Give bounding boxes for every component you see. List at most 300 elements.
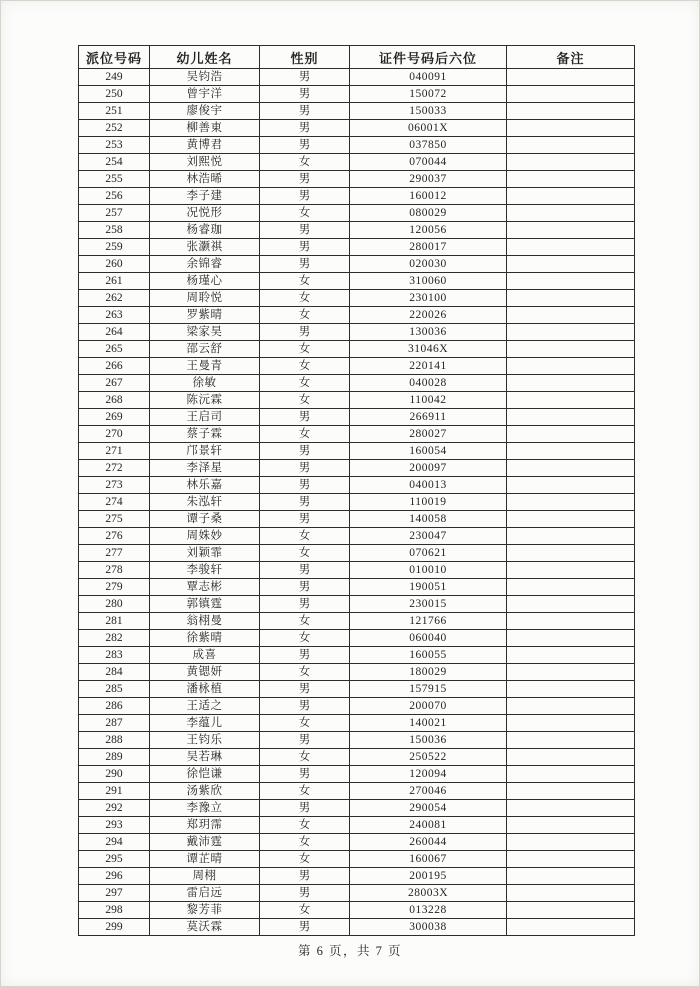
cell-gender: 男 [260, 120, 350, 137]
cell-gender: 女 [260, 154, 350, 171]
cell-remark [507, 188, 635, 205]
cell-allocation-number: 284 [79, 664, 150, 681]
cell-id-last-six: 220141 [350, 358, 507, 375]
cell-allocation-number: 270 [79, 426, 150, 443]
table-row [79, 392, 635, 409]
cell-allocation-number: 298 [79, 902, 150, 919]
table-row [79, 324, 635, 341]
cell-id-last-six: 230100 [350, 290, 507, 307]
cell-id-last-six: 040091 [350, 69, 507, 86]
cell-allocation-number: 288 [79, 732, 150, 749]
cell-child-name: 莫沃霖 [150, 919, 260, 936]
table-row [79, 426, 635, 443]
table-row [79, 579, 635, 596]
cell-remark [507, 409, 635, 426]
table-row [79, 103, 635, 120]
table-row [79, 596, 635, 613]
cell-gender: 女 [260, 205, 350, 222]
cell-child-name: 周聆悦 [150, 290, 260, 307]
cell-allocation-number: 259 [79, 239, 150, 256]
cell-gender: 女 [260, 749, 350, 766]
cell-id-last-six: 120056 [350, 222, 507, 239]
cell-remark [507, 426, 635, 443]
cell-remark [507, 477, 635, 494]
cell-remark [507, 120, 635, 137]
cell-gender: 女 [260, 715, 350, 732]
cell-gender: 男 [260, 868, 350, 885]
cell-gender: 男 [260, 477, 350, 494]
cell-gender: 女 [260, 902, 350, 919]
table-row [79, 239, 635, 256]
cell-child-name: 吴钧浩 [150, 69, 260, 86]
cell-remark [507, 171, 635, 188]
cell-allocation-number: 263 [79, 307, 150, 324]
cell-remark [507, 205, 635, 222]
cell-child-name: 王钧乐 [150, 732, 260, 749]
cell-allocation-number: 267 [79, 375, 150, 392]
cell-remark [507, 273, 635, 290]
cell-allocation-number: 256 [79, 188, 150, 205]
cell-child-name: 王曼青 [150, 358, 260, 375]
cell-gender: 女 [260, 783, 350, 800]
table-row [79, 630, 635, 647]
table-row [79, 188, 635, 205]
table-row [79, 341, 635, 358]
cell-child-name: 黄博君 [150, 137, 260, 154]
cell-gender: 男 [260, 579, 350, 596]
table-row [79, 256, 635, 273]
cell-id-last-six: 140058 [350, 511, 507, 528]
cell-gender: 男 [260, 647, 350, 664]
cell-remark [507, 579, 635, 596]
cell-remark [507, 698, 635, 715]
table-row [79, 290, 635, 307]
cell-remark [507, 783, 635, 800]
table-row [79, 494, 635, 511]
cell-id-last-six: 130036 [350, 324, 507, 341]
cell-allocation-number: 293 [79, 817, 150, 834]
cell-allocation-number: 274 [79, 494, 150, 511]
cell-gender: 女 [260, 358, 350, 375]
cell-gender: 女 [260, 375, 350, 392]
cell-allocation-number: 291 [79, 783, 150, 800]
cell-remark [507, 749, 635, 766]
cell-remark [507, 647, 635, 664]
cell-allocation-number: 272 [79, 460, 150, 477]
cell-child-name: 潘栐植 [150, 681, 260, 698]
cell-gender: 女 [260, 341, 350, 358]
cell-gender: 男 [260, 562, 350, 579]
table-row [79, 205, 635, 222]
cell-allocation-number: 250 [79, 86, 150, 103]
cell-remark [507, 902, 635, 919]
cell-allocation-number: 264 [79, 324, 150, 341]
cell-gender: 女 [260, 290, 350, 307]
table-row [79, 409, 635, 426]
cell-child-name: 刘颖霏 [150, 545, 260, 562]
cell-remark [507, 562, 635, 579]
cell-child-name: 覃志彬 [150, 579, 260, 596]
header-child-name: 幼儿姓名 [150, 46, 260, 69]
header-id-last-six: 证件号码后六位 [350, 46, 507, 69]
cell-gender: 女 [260, 545, 350, 562]
cell-id-last-six: 260044 [350, 834, 507, 851]
cell-allocation-number: 279 [79, 579, 150, 596]
cell-id-last-six: 290054 [350, 800, 507, 817]
cell-id-last-six: 200097 [350, 460, 507, 477]
cell-child-name: 况悦形 [150, 205, 260, 222]
cell-id-last-six: 040028 [350, 375, 507, 392]
cell-id-last-six: 190051 [350, 579, 507, 596]
cell-remark [507, 307, 635, 324]
cell-gender: 女 [260, 664, 350, 681]
cell-remark [507, 919, 635, 936]
table-row [79, 69, 635, 86]
cell-remark [507, 256, 635, 273]
cell-child-name: 廖俊宇 [150, 103, 260, 120]
cell-remark [507, 596, 635, 613]
cell-remark [507, 851, 635, 868]
cell-child-name: 林乐嘉 [150, 477, 260, 494]
cell-id-last-six: 200195 [350, 868, 507, 885]
table-row [79, 137, 635, 154]
cell-id-last-six: 06001X [350, 120, 507, 137]
cell-id-last-six: 070621 [350, 545, 507, 562]
cell-child-name: 王适之 [150, 698, 260, 715]
cell-gender: 男 [260, 732, 350, 749]
cell-child-name: 柳善東 [150, 120, 260, 137]
cell-remark [507, 681, 635, 698]
cell-child-name: 郭镇霆 [150, 596, 260, 613]
cell-id-last-six: 140021 [350, 715, 507, 732]
cell-gender: 男 [260, 885, 350, 902]
cell-gender: 男 [260, 494, 350, 511]
cell-allocation-number: 290 [79, 766, 150, 783]
cell-id-last-six: 150033 [350, 103, 507, 120]
table-row [79, 375, 635, 392]
cell-allocation-number: 278 [79, 562, 150, 579]
table-row [79, 885, 635, 902]
header-gender: 性别 [260, 46, 350, 69]
cell-id-last-six: 230047 [350, 528, 507, 545]
cell-remark [507, 494, 635, 511]
cell-child-name: 黄锶妍 [150, 664, 260, 681]
cell-child-name: 徐恺谦 [150, 766, 260, 783]
cell-child-name: 王启司 [150, 409, 260, 426]
cell-remark [507, 154, 635, 171]
cell-allocation-number: 265 [79, 341, 150, 358]
cell-child-name: 蔡子霖 [150, 426, 260, 443]
table-row [79, 783, 635, 800]
cell-remark [507, 324, 635, 341]
cell-gender: 女 [260, 613, 350, 630]
cell-remark [507, 664, 635, 681]
cell-child-name: 朱泓轩 [150, 494, 260, 511]
cell-allocation-number: 252 [79, 120, 150, 137]
table-row [79, 834, 635, 851]
cell-child-name: 邝景轩 [150, 443, 260, 460]
cell-allocation-number: 296 [79, 868, 150, 885]
cell-id-last-six: 037850 [350, 137, 507, 154]
table-row [79, 698, 635, 715]
cell-child-name: 汤紫欣 [150, 783, 260, 800]
cell-gender: 男 [260, 460, 350, 477]
cell-gender: 男 [260, 86, 350, 103]
cell-child-name: 曾宇洋 [150, 86, 260, 103]
cell-remark [507, 766, 635, 783]
table-row [79, 766, 635, 783]
cell-id-last-six: 300038 [350, 919, 507, 936]
table-row [79, 749, 635, 766]
cell-child-name: 张灏祺 [150, 239, 260, 256]
cell-gender: 男 [260, 681, 350, 698]
cell-child-name: 谭芷晴 [150, 851, 260, 868]
cell-id-last-six: 020030 [350, 256, 507, 273]
table-row [79, 154, 635, 171]
cell-child-name: 邵云舒 [150, 341, 260, 358]
cell-allocation-number: 297 [79, 885, 150, 902]
cell-allocation-number: 282 [79, 630, 150, 647]
cell-gender: 女 [260, 834, 350, 851]
cell-remark [507, 800, 635, 817]
footer-page-indicator: 第 6 页，共 7 页 [297, 944, 402, 958]
cell-child-name: 翁栩曼 [150, 613, 260, 630]
table-row [79, 902, 635, 919]
cell-id-last-six: 040013 [350, 477, 507, 494]
cell-id-last-six: 310060 [350, 273, 507, 290]
cell-allocation-number: 285 [79, 681, 150, 698]
cell-remark [507, 868, 635, 885]
cell-child-name: 罗紫晴 [150, 307, 260, 324]
cell-gender: 男 [260, 188, 350, 205]
cell-remark [507, 239, 635, 256]
cell-remark [507, 834, 635, 851]
cell-gender: 男 [260, 919, 350, 936]
cell-allocation-number: 251 [79, 103, 150, 120]
cell-id-last-six: 150072 [350, 86, 507, 103]
cell-id-last-six: 280017 [350, 239, 507, 256]
cell-id-last-six: 060040 [350, 630, 507, 647]
table-row [79, 664, 635, 681]
table-row [79, 460, 635, 477]
table-row [79, 851, 635, 868]
cell-remark [507, 86, 635, 103]
cell-allocation-number: 281 [79, 613, 150, 630]
cell-allocation-number: 255 [79, 171, 150, 188]
cell-gender: 男 [260, 69, 350, 86]
cell-allocation-number: 299 [79, 919, 150, 936]
cell-child-name: 成喜 [150, 647, 260, 664]
cell-gender: 男 [260, 239, 350, 256]
table-header-row [79, 46, 635, 69]
cell-id-last-six: 070044 [350, 154, 507, 171]
cell-allocation-number: 269 [79, 409, 150, 426]
table-row [79, 273, 635, 290]
cell-gender: 女 [260, 392, 350, 409]
cell-allocation-number: 261 [79, 273, 150, 290]
table-row [79, 613, 635, 630]
cell-child-name: 徐敏 [150, 375, 260, 392]
cell-allocation-number: 257 [79, 205, 150, 222]
cell-gender: 女 [260, 528, 350, 545]
cell-allocation-number: 280 [79, 596, 150, 613]
cell-allocation-number: 287 [79, 715, 150, 732]
cell-child-name: 陈沅霖 [150, 392, 260, 409]
cell-id-last-six: 080029 [350, 205, 507, 222]
table-row [79, 800, 635, 817]
cell-allocation-number: 273 [79, 477, 150, 494]
cell-gender: 男 [260, 171, 350, 188]
cell-allocation-number: 271 [79, 443, 150, 460]
cell-remark [507, 69, 635, 86]
cell-remark [507, 715, 635, 732]
table-row [79, 919, 635, 936]
cell-child-name: 吴若琳 [150, 749, 260, 766]
cell-id-last-six: 160067 [350, 851, 507, 868]
cell-remark [507, 885, 635, 902]
cell-child-name: 杨瑾心 [150, 273, 260, 290]
cell-remark [507, 137, 635, 154]
cell-id-last-six: 230015 [350, 596, 507, 613]
cell-id-last-six: 180029 [350, 664, 507, 681]
cell-id-last-six: 157915 [350, 681, 507, 698]
table-row [79, 477, 635, 494]
cell-id-last-six: 160054 [350, 443, 507, 460]
table-row [79, 647, 635, 664]
cell-remark [507, 630, 635, 647]
cell-remark [507, 443, 635, 460]
table-row [79, 817, 635, 834]
cell-child-name: 李骏轩 [150, 562, 260, 579]
cell-remark [507, 613, 635, 630]
cell-child-name: 谭子桑 [150, 511, 260, 528]
cell-child-name: 戴沛霆 [150, 834, 260, 851]
cell-allocation-number: 295 [79, 851, 150, 868]
cell-allocation-number: 294 [79, 834, 150, 851]
cell-remark [507, 341, 635, 358]
cell-gender: 男 [260, 137, 350, 154]
cell-child-name: 周姝妙 [150, 528, 260, 545]
cell-gender: 男 [260, 698, 350, 715]
cell-child-name: 李子建 [150, 188, 260, 205]
cell-id-last-six: 266911 [350, 409, 507, 426]
cell-id-last-six: 28003X [350, 885, 507, 902]
cell-remark [507, 222, 635, 239]
cell-id-last-six: 240081 [350, 817, 507, 834]
table-row [79, 715, 635, 732]
cell-gender: 男 [260, 103, 350, 120]
cell-allocation-number: 254 [79, 154, 150, 171]
table-row [79, 528, 635, 545]
cell-gender: 女 [260, 851, 350, 868]
cell-child-name: 林浩晞 [150, 171, 260, 188]
table-row [79, 307, 635, 324]
table-row [79, 358, 635, 375]
cell-allocation-number: 292 [79, 800, 150, 817]
cell-allocation-number: 266 [79, 358, 150, 375]
table-row [79, 86, 635, 103]
cell-gender: 男 [260, 256, 350, 273]
cell-id-last-six: 280027 [350, 426, 507, 443]
cell-gender: 男 [260, 511, 350, 528]
cell-gender: 男 [260, 443, 350, 460]
cell-id-last-six: 121766 [350, 613, 507, 630]
cell-child-name: 李蕴儿 [150, 715, 260, 732]
table-row [79, 868, 635, 885]
cell-id-last-six: 160012 [350, 188, 507, 205]
cell-allocation-number: 262 [79, 290, 150, 307]
table-body [79, 69, 635, 936]
cell-child-name: 徐紫晴 [150, 630, 260, 647]
cell-child-name: 杨睿珈 [150, 222, 260, 239]
cell-gender: 男 [260, 409, 350, 426]
cell-remark [507, 290, 635, 307]
cell-allocation-number: 253 [79, 137, 150, 154]
table-row [79, 222, 635, 239]
cell-id-last-six: 150036 [350, 732, 507, 749]
cell-gender: 女 [260, 307, 350, 324]
table-row [79, 511, 635, 528]
cell-id-last-six: 010010 [350, 562, 507, 579]
cell-remark [507, 103, 635, 120]
cell-id-last-six: 290037 [350, 171, 507, 188]
cell-allocation-number: 275 [79, 511, 150, 528]
allocation-results-table [78, 45, 635, 936]
cell-id-last-six: 270046 [350, 783, 507, 800]
cell-remark [507, 511, 635, 528]
cell-allocation-number: 289 [79, 749, 150, 766]
cell-allocation-number: 283 [79, 647, 150, 664]
cell-gender: 男 [260, 324, 350, 341]
cell-child-name: 郑玥霈 [150, 817, 260, 834]
table-row [79, 681, 635, 698]
cell-allocation-number: 276 [79, 528, 150, 545]
cell-allocation-number: 249 [79, 69, 150, 86]
cell-gender: 女 [260, 426, 350, 443]
cell-allocation-number: 258 [79, 222, 150, 239]
cell-id-last-six: 110019 [350, 494, 507, 511]
cell-child-name: 周栩 [150, 868, 260, 885]
cell-remark [507, 817, 635, 834]
cell-id-last-six: 220026 [350, 307, 507, 324]
cell-gender: 男 [260, 800, 350, 817]
table-row [79, 732, 635, 749]
table-row [79, 443, 635, 460]
cell-id-last-six: 250522 [350, 749, 507, 766]
cell-id-last-six: 110042 [350, 392, 507, 409]
cell-gender: 男 [260, 596, 350, 613]
cell-remark [507, 358, 635, 375]
table-row [79, 562, 635, 579]
cell-remark [507, 732, 635, 749]
cell-allocation-number: 268 [79, 392, 150, 409]
cell-id-last-six: 013228 [350, 902, 507, 919]
cell-child-name: 李泽星 [150, 460, 260, 477]
cell-child-name: 余锦睿 [150, 256, 260, 273]
cell-allocation-number: 277 [79, 545, 150, 562]
header-remark: 备注 [507, 46, 635, 69]
cell-child-name: 黎芳菲 [150, 902, 260, 919]
cell-remark [507, 528, 635, 545]
cell-remark [507, 460, 635, 477]
cell-id-last-six: 120094 [350, 766, 507, 783]
cell-gender: 男 [260, 766, 350, 783]
cell-remark [507, 392, 635, 409]
table-row [79, 545, 635, 562]
table-row [79, 171, 635, 188]
cell-child-name: 梁家昊 [150, 324, 260, 341]
cell-gender: 女 [260, 273, 350, 290]
